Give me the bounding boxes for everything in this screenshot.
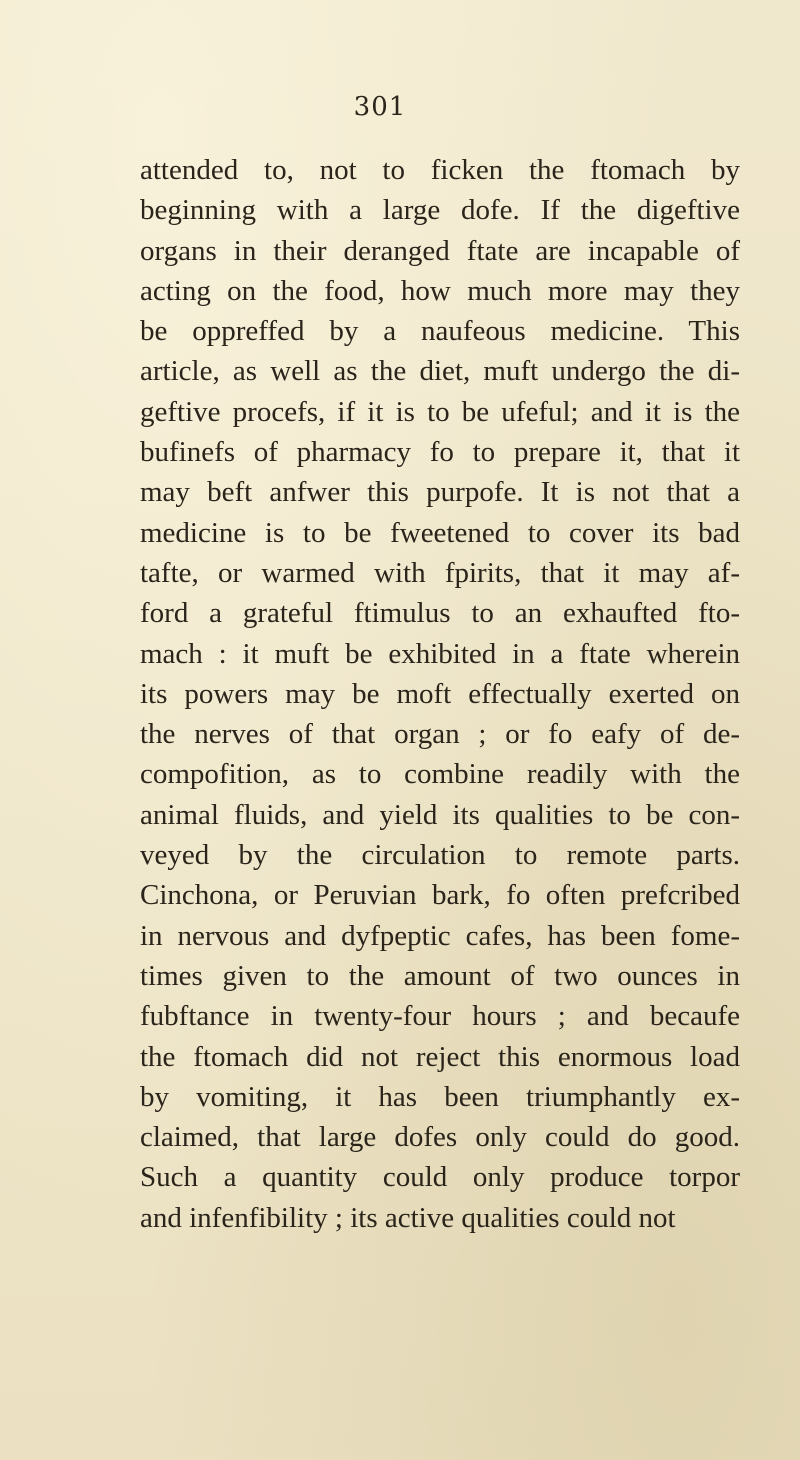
body-text <box>140 150 740 1238</box>
text-line: the ftomach did not reject this enormous load <box>140 1040 740 1073</box>
text-line: in nervous and dyfpeptic cafes, has been fome- <box>140 919 740 952</box>
text-line: organs in their deranged ftate are incapable of <box>140 234 740 267</box>
text-line: may beft anfwer this purpofe. It is not that a <box>140 476 740 509</box>
text-line: times given to the amount of two ounces in <box>140 959 740 992</box>
text-line: bufinefs of pharmacy fo to prepare it, that it <box>140 436 740 469</box>
text-line: acting on the food, how much more may they <box>140 274 740 307</box>
text-line: animal fluids, and yield its qualities to be con- <box>140 798 740 831</box>
text-line: be oppreffed by a naufeous medicine. This <box>140 315 740 348</box>
text-line: medicine is to be fweetened to cover its bad <box>140 516 740 549</box>
text-line: attended to, not to ficken the ftomach by <box>140 154 740 186</box>
text-line: geftive procefs, if it is to be ufeful; and it is the <box>140 395 740 428</box>
text-line: Cinchona, or Peruvian bark, fo often prefcribed <box>140 879 740 912</box>
text-line: fubftance in twenty-four hours ; and becaufe <box>140 1000 740 1033</box>
text-line: mach : it muft be exhibited in a ftate wherein <box>140 637 740 670</box>
text-line: veyed by the circulation to remote parts. <box>140 839 740 872</box>
text-line: by vomiting, it has been triumphantly ex- <box>140 1080 740 1113</box>
text-line: its powers may be moft effectually exerted on <box>140 677 740 710</box>
text-line: tafte, or warmed with fpirits, that it may af- <box>140 556 740 589</box>
text-line: beginning with a large dofe. If the digeftive <box>140 194 740 227</box>
text-line: article, as well as the diet, muft undergo the di- <box>140 355 740 388</box>
text-line: the nerves of that organ ; or fo eafy of de- <box>140 718 740 751</box>
text-line: ford a grateful ftimulus to an exhaufted fto- <box>140 597 740 630</box>
text-line: claimed, that large dofes only could do good. <box>140 1121 740 1154</box>
text-line: and infenfibility ; its active qualities could not <box>140 1201 676 1234</box>
text-line: Such a quantity could only produce torpor <box>140 1161 740 1194</box>
page-number: 301 <box>353 92 407 122</box>
text-line: compofition, as to combine readily with the <box>140 758 740 791</box>
